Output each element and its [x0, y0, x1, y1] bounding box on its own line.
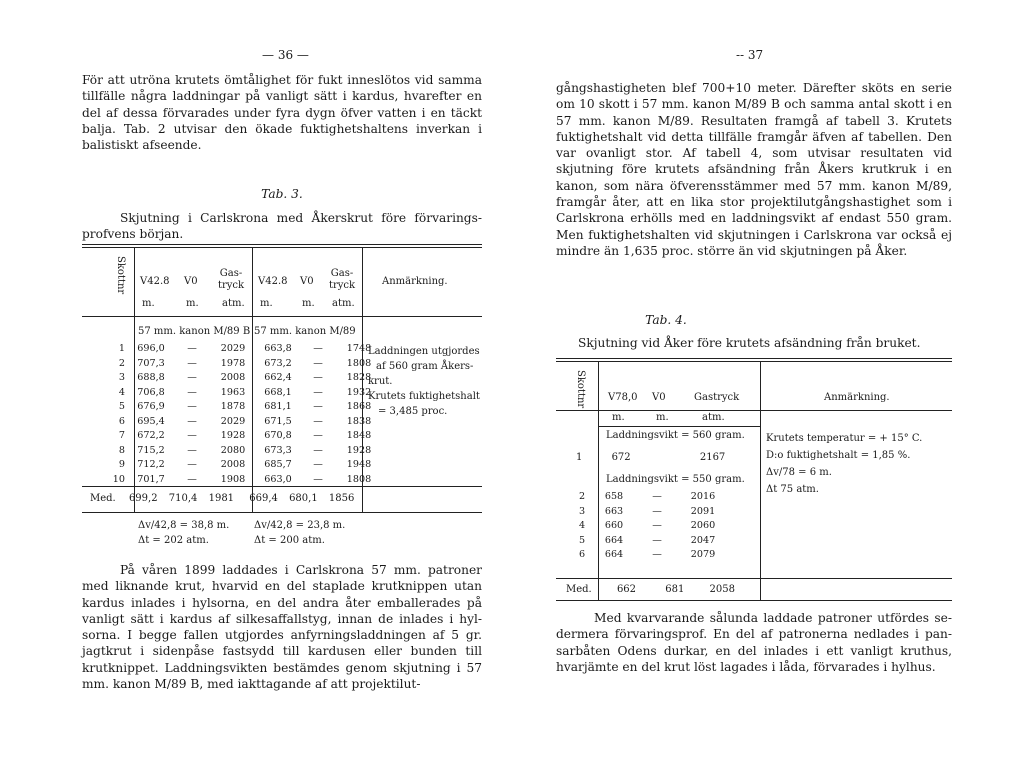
table-cell: —: [187, 459, 197, 470]
table-cell: 663,8: [264, 343, 292, 354]
header-v0: V0: [184, 276, 198, 287]
med-row: Med. 699,2 710,4 1981 669,4 680,1 1856: [90, 493, 355, 504]
table-cell: —: [652, 491, 662, 502]
table-cell: 662,4: [264, 372, 292, 383]
table-cell: 660: [604, 520, 624, 531]
table-cell: 1868: [346, 401, 372, 412]
table-top-rule-2: [82, 247, 482, 248]
table-cell: 7: [118, 430, 125, 441]
table-cell: —: [187, 343, 197, 354]
table-cell: 10: [112, 473, 125, 485]
table-row: [104, 458, 382, 473]
header-anmarkning: Anmärkning.: [382, 276, 448, 287]
table-cell: 668,1: [264, 386, 292, 398]
table-label: Tab. 4.: [645, 313, 687, 327]
table-cell: 658: [604, 491, 624, 502]
table-cell: 1978: [220, 357, 246, 369]
table-label: Tab. 3.: [261, 187, 303, 201]
table-cell: —: [313, 430, 323, 441]
unit: m.: [142, 298, 155, 309]
table-cell: —: [313, 415, 323, 427]
table-cell: 2008: [220, 459, 246, 470]
left-page: [82, 0, 482, 773]
row-1: 1 672 2167: [576, 452, 726, 463]
table-bottom-rule: [82, 512, 482, 513]
page-number: — 36 —: [262, 48, 309, 62]
table-top-rule-2: [556, 361, 952, 362]
header-v42-b: V42.8: [258, 276, 288, 287]
data-table-left: [104, 342, 382, 487]
table-row: [104, 400, 382, 415]
header-v0: V0: [652, 392, 666, 403]
table-cell: 1838: [346, 415, 372, 427]
table-cell: —: [652, 534, 662, 546]
table-cell: 701,7: [137, 473, 165, 485]
table-cell: 712,2: [137, 459, 165, 470]
col-rule: [598, 361, 599, 600]
table-bottom-rule: [556, 600, 952, 601]
table-cell: 671,5: [264, 415, 292, 427]
table-cell: 1828: [346, 372, 372, 383]
header-skottnr: Skottnr: [575, 370, 586, 409]
table-cell: 673,2: [264, 357, 292, 369]
table-cell: 4: [118, 386, 125, 398]
intro-paragraph: För att utröna krutets ömtålighet för fukt inneslötos vid samma tillfälle några laddningar på vanligt sätt i kardus, hvarefter en del af dessa förvarades under fyra dygn öfver vatten i en täckt balja. Tab. 2 utvisar den ökade fuktighetshaltens inverkan i balistiskt afseende.: [82, 73, 482, 153]
table-cell: 3: [118, 372, 125, 383]
group-label-b: 57 mm. kanon M/89: [254, 326, 356, 337]
sub-rule: [598, 426, 760, 427]
table-cell: —: [652, 549, 662, 560]
unit: atm.: [222, 298, 245, 309]
table-caption: Skjutning vid Åker före krutets afsändning från bruket.: [578, 336, 921, 350]
data-table-right: [570, 490, 726, 563]
delta-b2: Δt = 200 atm.: [254, 535, 325, 546]
table-cell: —: [313, 386, 323, 398]
table-cell: —: [187, 473, 197, 485]
table-cell: 715,2: [137, 444, 165, 456]
table-cell: 5: [578, 534, 586, 546]
table-cell: —: [313, 372, 323, 383]
page-number: -- 37: [736, 48, 764, 62]
table-cell: 664: [604, 534, 624, 546]
table-cell: —: [187, 444, 197, 456]
table-cell: 681,1: [264, 401, 292, 412]
table-cell: —: [652, 520, 662, 531]
table-cell: —: [187, 401, 197, 412]
table-cell: 1963: [220, 386, 246, 398]
group-label-a: 57 mm. kanon M/89 B: [138, 326, 251, 337]
table-cell: —: [187, 415, 197, 427]
table-cell: 2: [118, 357, 125, 369]
table-cell: —: [187, 372, 197, 383]
table-cell: —: [313, 473, 323, 485]
table-cell: 663,0: [264, 473, 292, 485]
table-row: [570, 534, 726, 549]
table-cell: 2060: [690, 520, 716, 531]
table-cell: —: [187, 430, 197, 441]
table-cell: 2047: [690, 534, 716, 546]
table-cell: —: [187, 357, 197, 369]
table-cell: 2: [578, 491, 586, 502]
delta-a1: Δv/42,8 = 38,8 m.: [138, 520, 230, 531]
table-cell: 5: [118, 401, 125, 412]
table-cell: 695,4: [137, 415, 165, 427]
table-cell: 1928: [346, 444, 372, 456]
table-cell: 1848: [346, 430, 372, 441]
table-cell: 1748: [346, 343, 372, 354]
table-cell: —: [313, 444, 323, 456]
table-row: [104, 357, 382, 372]
med-row: Med. 662 681 2058: [566, 584, 735, 595]
table-cell: 4: [578, 520, 586, 531]
table-top-rule: [82, 244, 482, 245]
remark: Laddningen utgjordes af 560 gram Åkers- krut. Krutets fuktighetshalt = 3,485 proc.: [368, 346, 480, 417]
header-gastryck: Gastryck: [694, 392, 740, 403]
table-cell: 1948: [346, 459, 372, 470]
table-cell: 1928: [220, 430, 246, 441]
unit: atm.: [702, 412, 725, 423]
unit: atm.: [332, 298, 355, 309]
table-row: [104, 342, 382, 357]
table-cell: 3: [578, 505, 586, 517]
table-cell: 6: [578, 549, 586, 560]
table-cell: —: [313, 343, 323, 354]
header-gastryck-b: Gas-tryck: [328, 268, 356, 291]
table-row: [104, 473, 382, 488]
unit: m.: [612, 412, 625, 423]
unit: m.: [186, 298, 199, 309]
bottom-paragraph: På våren 1899 laddades i Carlskrona 57 mm. patroner med liknande krut, hvarvid en del staplade krutknippen utan kardus inlades i hylsorna, en del andra åter emballerades på vanligt sätt i kardus af silkesaffallstyg, innan de inlades i hylsorna. I begge fallen utgjordes anfyrningsladdningen af 5 gr. jagtkrut i sidenpåse fastsydd till kardusen eller bunden till krutknippet. Laddningsvikten bestämdes genom skjutning i 57 mm. kanon M/89 B, med iakttagande af att projektilut-: [82, 563, 482, 692]
table-cell: 663: [604, 505, 624, 517]
table-cell: 688,8: [137, 372, 165, 383]
table-row: [570, 505, 726, 520]
table-cell: 1808: [346, 473, 372, 485]
col-rule: [760, 361, 761, 600]
table-cell: 676,9: [137, 401, 165, 412]
table-row: [104, 429, 382, 444]
header-gastryck: Gas-tryck: [217, 268, 245, 291]
table-cell: 2029: [220, 343, 246, 354]
unit: m.: [302, 298, 315, 309]
table-row: [104, 371, 382, 386]
table-row: [570, 519, 726, 534]
table-cell: 8: [118, 444, 125, 456]
table-cell: 2008: [220, 372, 246, 383]
remark: Krutets temperatur = + 15° C. D:o fuktighetshalt = 1,85 %. Δv/78 = 6 m. Δt 75 atm.: [766, 433, 923, 495]
charge-label-1: Laddningsvikt = 560 gram.: [606, 430, 745, 441]
table-cell: 9: [118, 459, 125, 470]
table-cell: 685,7: [264, 459, 292, 470]
right-page: [556, 0, 952, 773]
table-caption: Skjutning i Carlskrona med Åkerskrut före förvaringsprofvens början.: [82, 211, 482, 242]
table-row: [570, 548, 726, 563]
header-rule: [556, 410, 952, 411]
table-cell: —: [652, 505, 662, 517]
table-cell: 707,3: [137, 357, 165, 369]
charge-label-2: Laddningsvikt = 550 gram.: [606, 474, 745, 485]
table-cell: 1878: [220, 401, 246, 412]
table-cell: 1: [118, 343, 125, 354]
bottom-paragraph: Med kvarvarande sålunda laddade patroner utfördes sedermera förvaringsprof. En del af patronerna nedlades i pansarbåten Odens durkar, en del inlades i ett vanligt kruthus, hvarjämte en del krut löst lagades i låda, förvarades i hylhus.: [556, 611, 952, 674]
table-cell: 696,0: [137, 343, 165, 354]
header-rule: [82, 316, 482, 317]
table-cell: —: [313, 401, 323, 412]
med-rule: [556, 578, 952, 579]
table-cell: 670,8: [264, 430, 292, 441]
unit: m.: [656, 412, 669, 423]
intro-paragraph: gångshastigheten blef 700+10 meter. Därefter sköts en serie om 10 skott i 57 mm. kanon M/89 B och samma antal skott i en 57 mm. kanon M/89. Resultaten framgå af tabell 3. Krutets fuktighetshalt vid detta tillfälle framgår äfven af tabellen. Den var ovanligt stor. Af tabell 4, som utvisar resultaten vid skjutning före krutets afsändning från Åkers krutkruk i en kanon, som nära öfverensstämmer med 57 mm. kanon M/89, framgår åter, att en lika stor projektilutgångshastighet som i Carlskrona erhölls med en laddningsvikt af endast 550 gram. Men fuktighetshalten vid skjutningen i Carlskrona var också ej mindre än 1,635 proc. större än vid skjutningen på Åker.: [556, 81, 952, 258]
table-cell: —: [313, 459, 323, 470]
table-cell: 6: [118, 415, 125, 427]
table-cell: 1908: [220, 473, 246, 485]
table-cell: 1808: [346, 357, 372, 369]
table-cell: 2029: [220, 415, 246, 427]
table-cell: 706,8: [137, 386, 165, 398]
delta-b1: Δv/42,8 = 23,8 m.: [254, 520, 346, 531]
header-skottnr: Skottnr: [115, 256, 126, 295]
table-cell: 2016: [690, 491, 716, 502]
table-cell: —: [187, 386, 197, 398]
table-cell: 2079: [690, 549, 716, 560]
header-anmarkning: Anmärkning.: [824, 392, 890, 403]
table-cell: 672,2: [137, 430, 165, 441]
delta-a2: Δt = 202 atm.: [138, 535, 209, 546]
table-cell: 673,3: [264, 444, 292, 456]
table-cell: 664: [604, 549, 624, 560]
table-row: [570, 490, 726, 505]
table-top-rule: [556, 358, 952, 359]
table-cell: 1932: [346, 386, 372, 398]
header-v0-b: V0: [300, 276, 314, 287]
unit: m.: [260, 298, 273, 309]
table-cell: 2091: [690, 505, 716, 517]
header-v78: V78,0: [608, 392, 638, 403]
table-row: [104, 415, 382, 430]
table-cell: —: [313, 357, 323, 369]
header-v42: V42.8: [140, 276, 170, 287]
table-row: [104, 444, 382, 459]
table-row: [104, 386, 382, 401]
table-cell: 2080: [220, 444, 246, 456]
